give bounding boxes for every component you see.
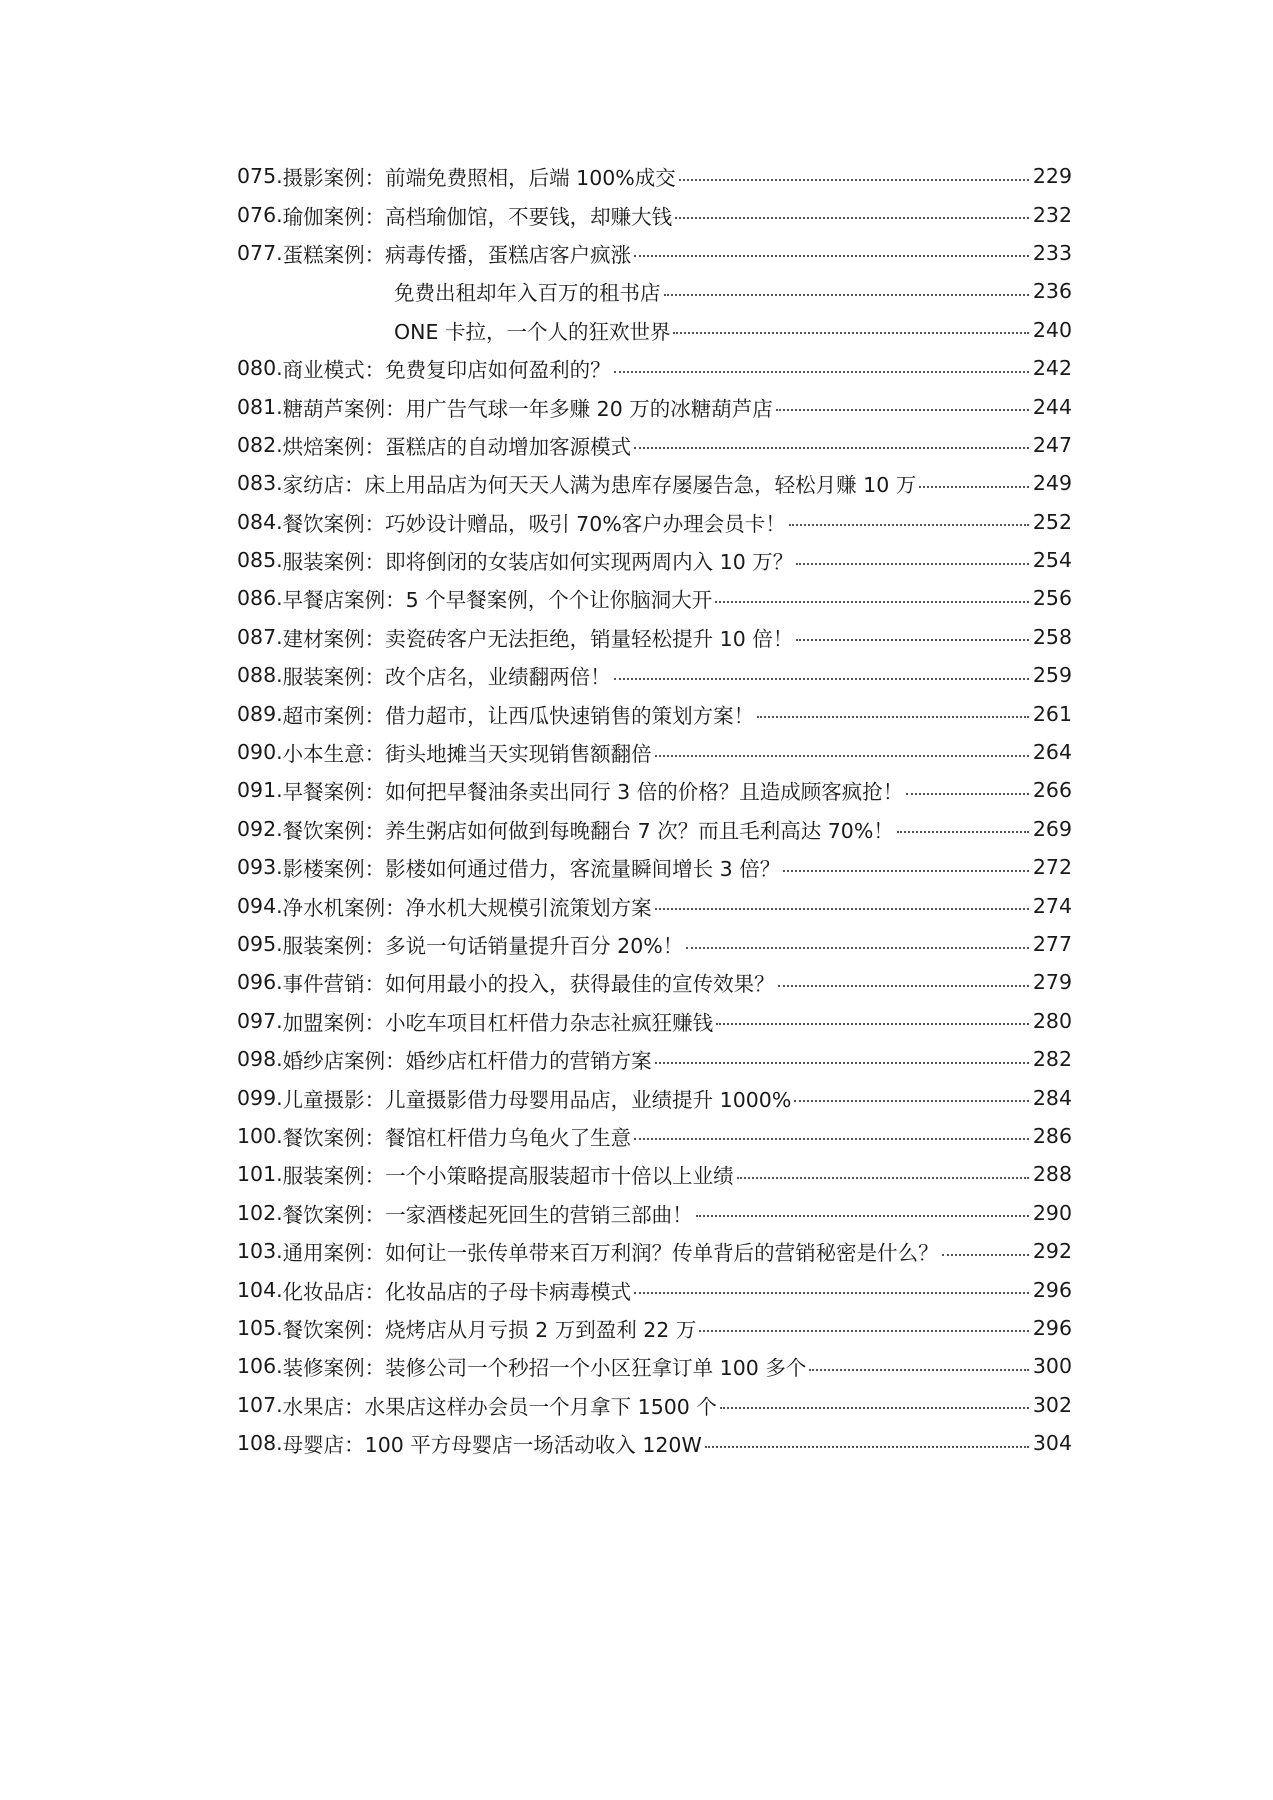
toc-entry-page-number: 300 [1032,1354,1072,1379]
toc-entry-category: 餐饮案例： [282,818,386,843]
toc-entry-number: 089. [237,701,283,726]
toc-entry[interactable] [237,157,1072,195]
toc-entry-category: 服装案例： [282,550,386,575]
toc-entry[interactable] [237,387,1072,425]
toc-dot-leader [679,179,1029,181]
toc-entry-category: 瑜伽案例： [282,204,386,229]
toc-entry[interactable] [237,1347,1072,1385]
toc-entry-page-number: 259 [1032,663,1072,688]
toc-entry-title: 如何把早餐油条卖出同行 3 倍的价格？且造成顾客疯抢！ [385,780,904,805]
toc-entry-number: 097. [237,1008,283,1033]
toc-entry-title: 一个小策略提高服装超市十倍以上业绩 [385,1164,734,1189]
toc-entry[interactable] [237,272,1072,310]
toc-entry[interactable] [237,1078,1072,1116]
toc-entry-category: 母婴店： [282,1433,365,1458]
toc-entry-category: 服装案例： [282,934,386,958]
toc-entry-title: 即将倒闭的女装店如何实现两周内入 10 万？ [385,550,794,575]
toc-entry[interactable] [237,464,1072,502]
toc-dot-leader [634,447,1029,449]
toc-entry-title: 5 个早餐案例，个个让你脑洞大开 [405,588,713,613]
toc-entry-number: 085. [237,548,283,573]
toc-entry-number: 077. [237,240,283,265]
toc-entry[interactable] [237,541,1072,579]
toc-entry-number: 105. [237,1315,283,1340]
toc-entry[interactable] [237,1194,1072,1232]
toc-dot-leader [673,332,1028,334]
toc-entry-number: 107. [237,1392,283,1417]
toc-entry-number: 086. [237,586,283,611]
toc-dot-leader [614,678,1029,680]
toc-dot-leader [705,1446,1029,1448]
toc-entry-title: ONE 卡拉，一个人的狂欢世界 [394,319,671,344]
toc-entry-title: 蛋糕店的自动增加客源模式 [385,434,632,459]
toc-entry-title: 一家酒楼起死回生的营销三部曲！ [385,1202,693,1227]
toc-entry-title: 养生粥店如何做到每晚翻台 7 次？而且毛利高达 70%！ [385,818,894,843]
toc-entry-category: 婚纱店案例： [282,1049,406,1074]
toc-entry-number: 095. [237,932,283,956]
toc-entry-category: 早餐案例： [282,780,386,805]
toc-entry-number: 088. [237,663,283,688]
toc-entry-category: 服装案例： [282,1164,386,1189]
toc-entry-page-number: 292 [1032,1239,1072,1264]
toc-entry[interactable] [237,1270,1072,1308]
toc-dot-leader [897,831,1029,833]
toc-entry-category: 净水机案例： [282,895,406,920]
toc-entry[interactable] [237,311,1072,349]
toc-dot-leader [778,985,1029,987]
toc-dot-leader [675,217,1029,219]
toc-entry-category: 水果店： [282,1394,365,1419]
toc-entry-page-number: 272 [1032,855,1072,880]
toc-entry-title: 卖瓷砖客户无法拒绝，销量轻松提升 10 倍！ [385,626,794,651]
toc-entry-title: 100 平方母婴店一场活动收入 120W [364,1433,702,1458]
toc-entry-title: 化妆品店的子母卡病毒模式 [385,1279,632,1304]
toc-entry-title: 婚纱店杠杆借力的营销方案 [405,1049,652,1074]
toc-dot-leader [783,870,1029,872]
toc-entry-page-number: 233 [1032,240,1072,265]
toc-entry[interactable] [237,503,1072,541]
toc-entry-page-number: 304 [1032,1431,1072,1456]
toc-entry-page-number: 279 [1032,970,1072,995]
toc-entry[interactable] [237,656,1072,694]
toc-dot-leader [757,716,1029,718]
toc-dot-leader [664,294,1029,296]
toc-entry-page-number: 232 [1032,202,1072,227]
toc-entry[interactable] [237,1040,1072,1078]
toc-entry-page-number: 286 [1032,1123,1072,1148]
toc-entry-number: 083. [237,471,283,496]
toc-entry[interactable] [237,963,1072,1001]
toc-entry-page-number: 277 [1032,932,1072,956]
toc-entry-category: 蛋糕案例： [282,242,386,267]
toc-entry-category: 服装案例： [282,665,386,690]
toc-entry-number: 101. [237,1162,283,1187]
toc-dot-leader [686,947,1029,949]
toc-entry-category: 餐饮案例： [282,511,386,536]
toc-entry-page-number: 229 [1032,164,1072,189]
toc-entry-number: 099. [237,1085,283,1110]
toc-dot-leader [696,1215,1029,1217]
toc-entry-number: 096. [237,970,283,995]
toc-dot-leader [794,1100,1029,1102]
toc-entry[interactable] [237,1002,1072,1040]
toc-dot-leader [737,1177,1029,1179]
toc-entry-title: 免费出租却年入百万的租书店 [394,281,661,306]
toc-dot-leader [906,793,1029,795]
toc-entry-page-number: 258 [1032,624,1072,649]
toc-entry-title: 影楼如何通过借力，客流量瞬间增长 3 倍？ [385,857,781,882]
toc-entry-number: 090. [237,740,283,765]
toc-entry-number: 076. [237,202,283,227]
toc-entry-number: 100. [237,1123,283,1148]
toc-entry-title: 高档瑜伽馆，不要钱，却赚大钱 [385,204,673,229]
toc-entry[interactable] [237,848,1072,886]
toc-entry[interactable] [237,694,1072,732]
toc-entry[interactable] [237,618,1072,656]
toc-entry-page-number: 296 [1032,1315,1072,1340]
toc-entry-category: 餐饮案例： [282,1202,386,1227]
toc-dot-leader [716,1023,1029,1025]
toc-entry-title: 巧妙设计赠品，吸引 70%客户办理会员卡！ [385,511,786,536]
toc-entry-page-number: 249 [1032,471,1072,496]
toc-entry-page-number: 254 [1032,548,1072,573]
toc-entry-title: 儿童摄影借力母婴用品店，业绩提升 1000% [385,1087,792,1112]
toc-entry-category: 商业模式： [282,358,386,383]
toc-entry-page-number: 236 [1032,279,1072,304]
toc-entry-number: 106. [237,1354,283,1379]
toc-entry[interactable] [237,234,1072,272]
toc-entry-title: 烧烤店从月亏损 2 万到盈利 22 万 [385,1317,697,1342]
toc-entry[interactable] [237,1309,1072,1347]
toc-entry-number: 092. [237,816,283,841]
toc-entry-page-number: 290 [1032,1200,1072,1225]
toc-entry[interactable] [237,426,1072,464]
toc-entry-title: 如何让一张传单带来百万利润？传单背后的营销秘密是什么？ [385,1241,939,1266]
toc-entry[interactable] [237,886,1072,924]
toc-dot-leader [715,601,1029,603]
toc-entry-number: 087. [237,624,283,649]
toc-entry-title: 多说一句话销量提升百分 20%！ [385,934,684,958]
toc-entry-page-number: 280 [1032,1008,1072,1033]
toc-entry-title: 改个店名，业绩翻两倍！ [385,665,611,690]
toc-entry-category: 儿童摄影： [282,1087,386,1112]
toc-entry-page-number: 264 [1032,740,1072,765]
toc-entry-page-number: 247 [1032,432,1072,457]
toc-entry-category: 化妆品店： [282,1279,386,1304]
toc-entry-category: 建材案例： [282,626,386,651]
toc-entry[interactable] [237,733,1072,771]
toc-entry-title: 借力超市，让西瓜快速销售的策划方案！ [385,703,755,728]
toc-entry-category: 影楼案例： [282,857,386,882]
toc-entry-number: 082. [237,432,283,457]
toc-dot-leader [634,255,1029,257]
toc-entry[interactable] [237,579,1072,617]
toc-entry-page-number: 244 [1032,394,1072,419]
toc-entry-category: 事件营销： [282,972,386,997]
toc-entry[interactable] [237,1232,1072,1270]
toc-entry-category: 通用案例： [282,1241,386,1266]
toc-entry-title: 免费复印店如何盈利的？ [385,358,611,383]
toc-entry-category: 装修案例： [282,1356,386,1381]
toc-entry-number: 093. [237,855,283,880]
toc-entry-page-number: 266 [1032,778,1072,803]
toc-dot-leader [942,1254,1029,1256]
toc-entry-category: 餐饮案例： [282,1317,386,1342]
toc-entry-page-number: 256 [1032,586,1072,611]
toc-entry-page-number: 282 [1032,1047,1072,1072]
toc-dot-leader [789,524,1029,526]
toc-entry-title: 前端免费照相，后端 100%成交 [385,166,676,191]
toc-entry[interactable] [237,195,1072,233]
toc-dot-leader [796,563,1029,565]
toc-dot-leader [699,1330,1029,1332]
toc-dot-leader [919,486,1029,488]
toc-entry-category: 加盟案例： [282,1010,386,1035]
toc-entry-page-number: 252 [1032,509,1072,534]
toc-entry[interactable] [237,1117,1072,1155]
table-of-contents [237,157,1072,1462]
toc-dot-leader [720,1407,1029,1409]
toc-entry-category: 摄影案例： [282,166,386,191]
toc-entry[interactable] [237,925,1072,963]
toc-entry-page-number: 240 [1032,317,1072,342]
toc-entry-category: 家纺店： [282,473,365,498]
toc-entry-title: 餐馆杠杆借力乌龟火了生意 [385,1125,632,1150]
toc-entry[interactable] [237,810,1072,848]
toc-entry-number: 108. [237,1431,283,1456]
toc-entry-number: 091. [237,778,283,803]
toc-entry-title: 净水机大规模引流策划方案 [405,895,652,920]
toc-entry-page-number: 242 [1032,356,1072,381]
toc-entry-number: 080. [237,356,283,381]
toc-entry-page-number: 274 [1032,893,1072,918]
toc-entry-number: 102. [237,1200,283,1225]
toc-entry-title: 用广告气球一年多赚 20 万的冰糖葫芦店 [405,396,773,421]
toc-entry-page-number: 296 [1032,1277,1072,1302]
toc-entry-category: 早餐店案例： [282,588,406,613]
toc-entry-title: 病毒传播，蛋糕店客户疯涨 [385,242,632,267]
toc-entry-category: 超市案例： [282,703,386,728]
toc-entry-page-number: 269 [1032,816,1072,841]
toc-dot-leader [809,1369,1029,1371]
toc-entry[interactable] [237,1386,1072,1424]
toc-entry-title: 装修公司一个秒招一个小区狂拿订单 100 多个 [385,1356,807,1381]
toc-dot-leader [614,371,1029,373]
toc-entry-title: 小吃车项目杠杆借力杂志社疯狂赚钱 [385,1010,714,1035]
toc-entry-page-number: 288 [1032,1162,1072,1187]
toc-entry-number: 104. [237,1277,283,1302]
toc-entry-page-number: 261 [1032,701,1072,726]
toc-entry-number: 103. [237,1239,283,1264]
toc-entry-title: 床上用品店为何天天人满为患库存屡屡告急，轻松月赚 10 万 [364,473,917,498]
toc-entry-category: 餐饮案例： [282,1125,386,1150]
toc-entry[interactable] [237,1155,1072,1193]
toc-entry-number: 084. [237,509,283,534]
toc-entry-page-number: 284 [1032,1085,1072,1110]
toc-entry-title: 如何用最小的投入，获得最佳的宣传效果？ [385,972,775,997]
toc-entry[interactable] [237,349,1072,387]
toc-entry-category: 烘焙案例： [282,434,386,459]
toc-entry-number: 094. [237,893,283,918]
toc-entry-number: 081. [237,394,283,419]
toc-entry-number: 098. [237,1047,283,1072]
toc-dot-leader [655,755,1029,757]
toc-dot-leader [634,1138,1029,1140]
toc-dot-leader [655,1062,1029,1064]
toc-dot-leader [796,639,1029,641]
toc-entry-category: 小本生意： [282,742,386,767]
toc-dot-leader [655,908,1029,910]
toc-entry-number: 075. [237,164,283,189]
toc-entry-category: 糖葫芦案例： [282,396,406,421]
toc-entry[interactable] [237,771,1072,809]
toc-entry[interactable] [237,1424,1072,1462]
toc-entry-title: 街头地摊当天实现销售额翻倍 [385,742,652,767]
toc-entry-page-number: 302 [1032,1392,1072,1417]
toc-dot-leader [634,1292,1029,1294]
toc-dot-leader [776,409,1029,411]
toc-entry-title: 水果店这样办会员一个月拿下 1500 个 [364,1394,717,1419]
